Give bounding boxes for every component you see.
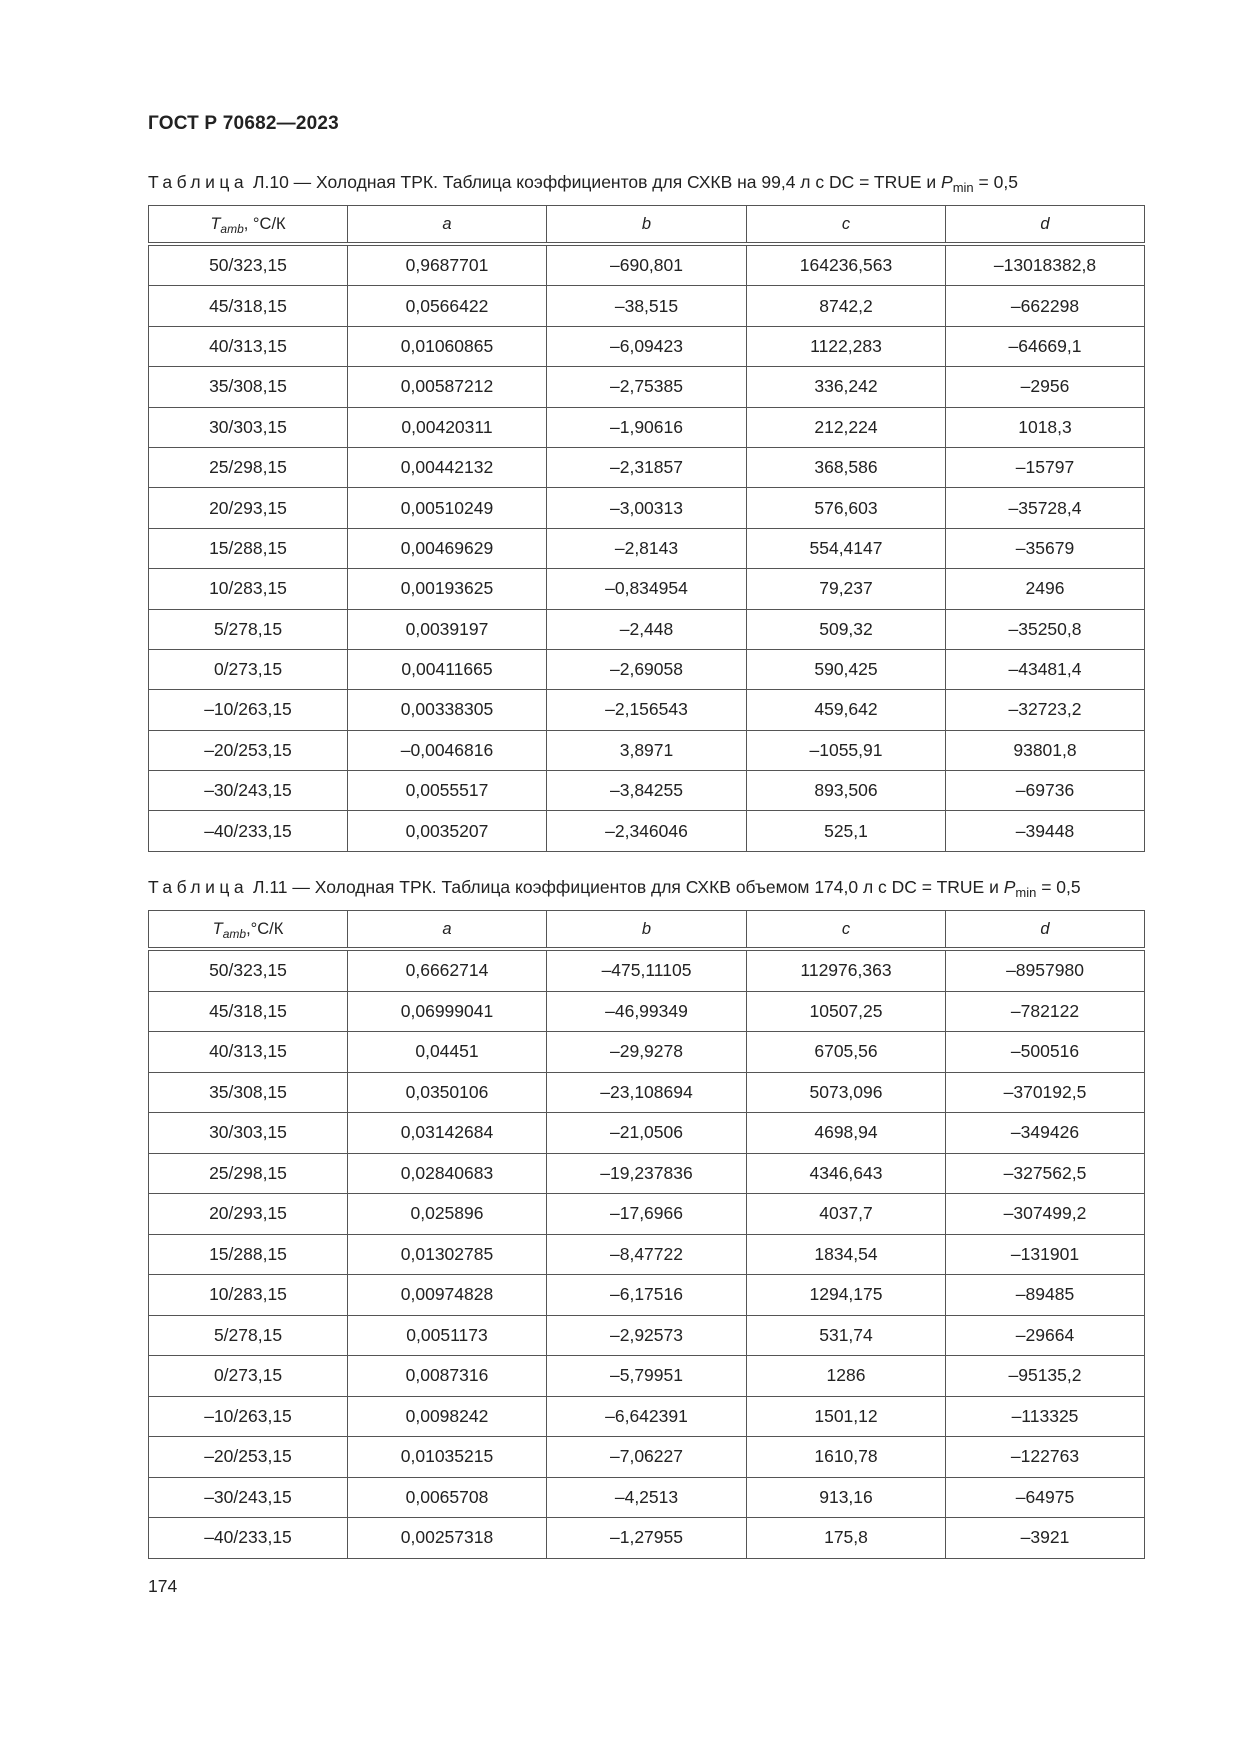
cell-b: –21,0506 (547, 1113, 747, 1154)
cell-d: –349426 (946, 1113, 1145, 1154)
cell-a: 0,00257318 (348, 1518, 547, 1559)
cell-a: 0,9687701 (348, 244, 547, 286)
cell-d: –8957980 (946, 949, 1145, 991)
caption-title: Л.11 — Холодная ТРК. Таблица коэффициентов для СХКВ объемом 174,0 л с DC = TRUE и (248, 877, 1004, 897)
cell-a: 0,0065708 (348, 1477, 547, 1518)
cell-c: 6705,56 (747, 1032, 946, 1073)
cell-c: 175,8 (747, 1518, 946, 1559)
cell-d: –29664 (946, 1315, 1145, 1356)
cell-b: –1,90616 (547, 407, 747, 447)
cell-b: –2,75385 (547, 367, 747, 407)
cell-b: –3,84255 (547, 771, 747, 811)
cell-a: –0,0046816 (348, 730, 547, 770)
coefficient-table-l11 (148, 910, 1145, 1559)
cell-b: –2,8143 (547, 528, 747, 568)
coefficient-table-l10 (148, 205, 1145, 852)
cell-b: –2,346046 (547, 811, 747, 851)
cell-a: 0,02840683 (348, 1153, 547, 1194)
table-caption-l10 (148, 171, 1018, 193)
cell-c: 525,1 (747, 811, 946, 851)
cell-temperature: 5/278,15 (149, 1315, 348, 1356)
cell-c: 1122,283 (747, 326, 946, 366)
cell-b: –2,156543 (547, 690, 747, 730)
cell-b: –2,448 (547, 609, 747, 649)
column-header-d: d (946, 911, 1145, 950)
cell-b: –8,47722 (547, 1234, 747, 1275)
cell-c: 4698,94 (747, 1113, 946, 1154)
cell-temperature: 30/303,15 (149, 1113, 348, 1154)
table-row (149, 1437, 1145, 1478)
document-header: ГОСТ Р 70682—2023 (148, 113, 339, 134)
cell-d: –131901 (946, 1234, 1145, 1275)
cell-temperature: 40/313,15 (149, 326, 348, 366)
table-row (149, 528, 1145, 568)
table-row (149, 367, 1145, 407)
cell-c: 336,242 (747, 367, 946, 407)
cell-d: –327562,5 (946, 1153, 1145, 1194)
cell-c: 368,586 (747, 447, 946, 487)
cell-b: –23,108694 (547, 1072, 747, 1113)
cell-temperature: 20/293,15 (149, 488, 348, 528)
cell-c: 531,74 (747, 1315, 946, 1356)
cell-b: –7,06227 (547, 1437, 747, 1478)
cell-c: 112976,363 (747, 949, 946, 991)
table-header-row (149, 206, 1145, 245)
cell-c: 893,506 (747, 771, 946, 811)
cell-b: –6,09423 (547, 326, 747, 366)
cell-d: –35728,4 (946, 488, 1145, 528)
cell-b: –6,17516 (547, 1275, 747, 1316)
cell-c: 164236,563 (747, 244, 946, 286)
table-row (149, 1032, 1145, 1073)
cell-a: 0,06999041 (348, 991, 547, 1032)
column-header-a: a (348, 206, 547, 245)
cell-temperature: 30/303,15 (149, 407, 348, 447)
cell-d: –307499,2 (946, 1194, 1145, 1235)
table-row (149, 1194, 1145, 1235)
column-header-d: d (946, 206, 1145, 245)
cell-d: –35679 (946, 528, 1145, 568)
cell-d: –370192,5 (946, 1072, 1145, 1113)
cell-d: –122763 (946, 1437, 1145, 1478)
table-row (149, 1153, 1145, 1194)
cell-c: 590,425 (747, 649, 946, 689)
cell-a: 0,00338305 (348, 690, 547, 730)
cell-temperature: 5/278,15 (149, 609, 348, 649)
table-row (149, 811, 1145, 851)
column-header-b: b (547, 206, 747, 245)
cell-d: –64669,1 (946, 326, 1145, 366)
table-row (149, 244, 1145, 286)
table-body (149, 244, 1145, 851)
cell-b: –690,801 (547, 244, 747, 286)
cell-c: 4346,643 (747, 1153, 946, 1194)
cell-temperature: 15/288,15 (149, 528, 348, 568)
cell-b: –1,27955 (547, 1518, 747, 1559)
t-subscript: amb (222, 926, 247, 941)
cell-a: 0,00587212 (348, 367, 547, 407)
caption-p-subscript: min (1015, 885, 1037, 900)
cell-b: –17,6966 (547, 1194, 747, 1235)
cell-d: –113325 (946, 1396, 1145, 1437)
t-unit: , °С/К (243, 214, 286, 233)
cell-temperature: 50/323,15 (149, 244, 348, 286)
cell-c: –1055,91 (747, 730, 946, 770)
cell-d: –32723,2 (946, 690, 1145, 730)
cell-d: 1018,3 (946, 407, 1145, 447)
cell-d: –95135,2 (946, 1356, 1145, 1397)
column-header-a: a (348, 911, 547, 950)
table-row (149, 730, 1145, 770)
cell-a: 0,00974828 (348, 1275, 547, 1316)
cell-c: 509,32 (747, 609, 946, 649)
cell-a: 0,04451 (348, 1032, 547, 1073)
cell-b: –2,92573 (547, 1315, 747, 1356)
cell-d: –662298 (946, 286, 1145, 326)
cell-b: –3,00313 (547, 488, 747, 528)
page-number: 174 (148, 1576, 178, 1596)
cell-temperature: 10/283,15 (149, 569, 348, 609)
caption-label: Таблица (148, 172, 249, 192)
cell-a: 0,01035215 (348, 1437, 547, 1478)
table-row (149, 1275, 1145, 1316)
t-unit: ,°С/К (246, 919, 284, 938)
table-row (149, 326, 1145, 366)
table-row (149, 286, 1145, 326)
cell-a: 0,03142684 (348, 1113, 547, 1154)
column-header-temperature (149, 206, 348, 245)
cell-c: 5073,096 (747, 1072, 946, 1113)
cell-temperature: –20/253,15 (149, 730, 348, 770)
cell-c: 459,642 (747, 690, 946, 730)
cell-temperature: –20/253,15 (149, 1437, 348, 1478)
cell-d: –69736 (946, 771, 1145, 811)
table-row (149, 407, 1145, 447)
cell-c: 8742,2 (747, 286, 946, 326)
cell-temperature: 45/318,15 (149, 286, 348, 326)
cell-temperature: 10/283,15 (149, 1275, 348, 1316)
table-row (149, 1113, 1145, 1154)
caption-p-subscript: min (952, 180, 974, 195)
cell-d: –35250,8 (946, 609, 1145, 649)
cell-temperature: 45/318,15 (149, 991, 348, 1032)
cell-d: 2496 (946, 569, 1145, 609)
cell-c: 913,16 (747, 1477, 946, 1518)
column-header-b: b (547, 911, 747, 950)
cell-c: 576,603 (747, 488, 946, 528)
table-row (149, 1072, 1145, 1113)
cell-a: 0,00442132 (348, 447, 547, 487)
cell-d: –15797 (946, 447, 1145, 487)
cell-b: –38,515 (547, 286, 747, 326)
cell-a: 0,025896 (348, 1194, 547, 1235)
cell-c: 79,237 (747, 569, 946, 609)
table-caption-l11 (148, 876, 1081, 898)
cell-a: 0,00420311 (348, 407, 547, 447)
cell-d: –500516 (946, 1032, 1145, 1073)
cell-c: 1294,175 (747, 1275, 946, 1316)
cell-a: 0,0035207 (348, 811, 547, 851)
cell-d: –13018382,8 (946, 244, 1145, 286)
cell-b: –4,2513 (547, 1477, 747, 1518)
cell-temperature: –30/243,15 (149, 1477, 348, 1518)
cell-c: 212,224 (747, 407, 946, 447)
cell-a: 0,0039197 (348, 609, 547, 649)
column-header-c: c (747, 911, 946, 950)
table-row (149, 1356, 1145, 1397)
table-row (149, 1518, 1145, 1559)
table-header-row (149, 911, 1145, 950)
table-row (149, 690, 1145, 730)
table-row (149, 649, 1145, 689)
cell-d: –64975 (946, 1477, 1145, 1518)
cell-c: 1501,12 (747, 1396, 946, 1437)
cell-c: 554,4147 (747, 528, 946, 568)
cell-c: 4037,7 (747, 1194, 946, 1235)
cell-a: 0,6662714 (348, 949, 547, 991)
cell-c: 1834,54 (747, 1234, 946, 1275)
t-symbol: T (210, 214, 221, 233)
caption-p-symbol: P (941, 172, 953, 192)
cell-temperature: 50/323,15 (149, 949, 348, 991)
cell-temperature: 0/273,15 (149, 1356, 348, 1397)
caption-title: Л.10 — Холодная ТРК. Таблица коэффициентов для СХКВ на 99,4 л с DC = TRUE и (248, 172, 942, 192)
cell-b: –475,11105 (547, 949, 747, 991)
table-row (149, 447, 1145, 487)
cell-b: 3,8971 (547, 730, 747, 770)
cell-temperature: 20/293,15 (149, 1194, 348, 1235)
cell-b: –0,834954 (547, 569, 747, 609)
cell-d: –2956 (946, 367, 1145, 407)
cell-d: –782122 (946, 991, 1145, 1032)
cell-temperature: 15/288,15 (149, 1234, 348, 1275)
caption-p-symbol: P (1003, 877, 1016, 897)
cell-a: 0,0098242 (348, 1396, 547, 1437)
t-symbol: T (212, 919, 223, 938)
cell-a: 0,0566422 (348, 286, 547, 326)
cell-temperature: 0/273,15 (149, 649, 348, 689)
table-row (149, 1396, 1145, 1437)
cell-a: 0,01060865 (348, 326, 547, 366)
cell-a: 0,0087316 (348, 1356, 547, 1397)
column-header-temperature (149, 911, 348, 950)
cell-temperature: –40/233,15 (149, 1518, 348, 1559)
cell-b: –29,9278 (547, 1032, 747, 1073)
cell-a: 0,0350106 (348, 1072, 547, 1113)
cell-temperature: –40/233,15 (149, 811, 348, 851)
column-header-c: c (747, 206, 946, 245)
cell-temperature: –30/243,15 (149, 771, 348, 811)
table-row (149, 991, 1145, 1032)
cell-b: –5,79951 (547, 1356, 747, 1397)
table-row (149, 771, 1145, 811)
table-row (149, 1234, 1145, 1275)
cell-a: 0,00193625 (348, 569, 547, 609)
cell-d: –43481,4 (946, 649, 1145, 689)
cell-a: 0,00411665 (348, 649, 547, 689)
cell-temperature: 25/298,15 (149, 1153, 348, 1194)
table-row (149, 609, 1145, 649)
table-row (149, 488, 1145, 528)
cell-temperature: 35/308,15 (149, 367, 348, 407)
cell-temperature: 40/313,15 (149, 1032, 348, 1073)
table-row (149, 1315, 1145, 1356)
cell-a: 0,0055517 (348, 771, 547, 811)
cell-b: –2,69058 (547, 649, 747, 689)
table-row (149, 949, 1145, 991)
cell-c: 10507,25 (747, 991, 946, 1032)
table-body (149, 949, 1145, 1558)
cell-b: –2,31857 (547, 447, 747, 487)
cell-d: –3921 (946, 1518, 1145, 1559)
cell-b: –19,237836 (547, 1153, 747, 1194)
table-row (149, 569, 1145, 609)
cell-a: 0,00510249 (348, 488, 547, 528)
cell-a: 0,0051173 (348, 1315, 547, 1356)
cell-temperature: –10/263,15 (149, 1396, 348, 1437)
cell-d: –89485 (946, 1275, 1145, 1316)
cell-b: –46,99349 (547, 991, 747, 1032)
cell-c: 1286 (747, 1356, 946, 1397)
cell-d: 93801,8 (946, 730, 1145, 770)
caption-label: Таблица (148, 877, 249, 897)
t-subscript: amb (220, 221, 244, 236)
caption-tail: = 0,5 (973, 172, 1018, 192)
caption-tail: = 0,5 (1036, 877, 1081, 897)
cell-b: –6,642391 (547, 1396, 747, 1437)
cell-c: 1610,78 (747, 1437, 946, 1478)
cell-temperature: 35/308,15 (149, 1072, 348, 1113)
cell-temperature: –10/263,15 (149, 690, 348, 730)
table-row (149, 1477, 1145, 1518)
cell-a: 0,01302785 (348, 1234, 547, 1275)
cell-temperature: 25/298,15 (149, 447, 348, 487)
cell-d: –39448 (946, 811, 1145, 851)
cell-a: 0,00469629 (348, 528, 547, 568)
